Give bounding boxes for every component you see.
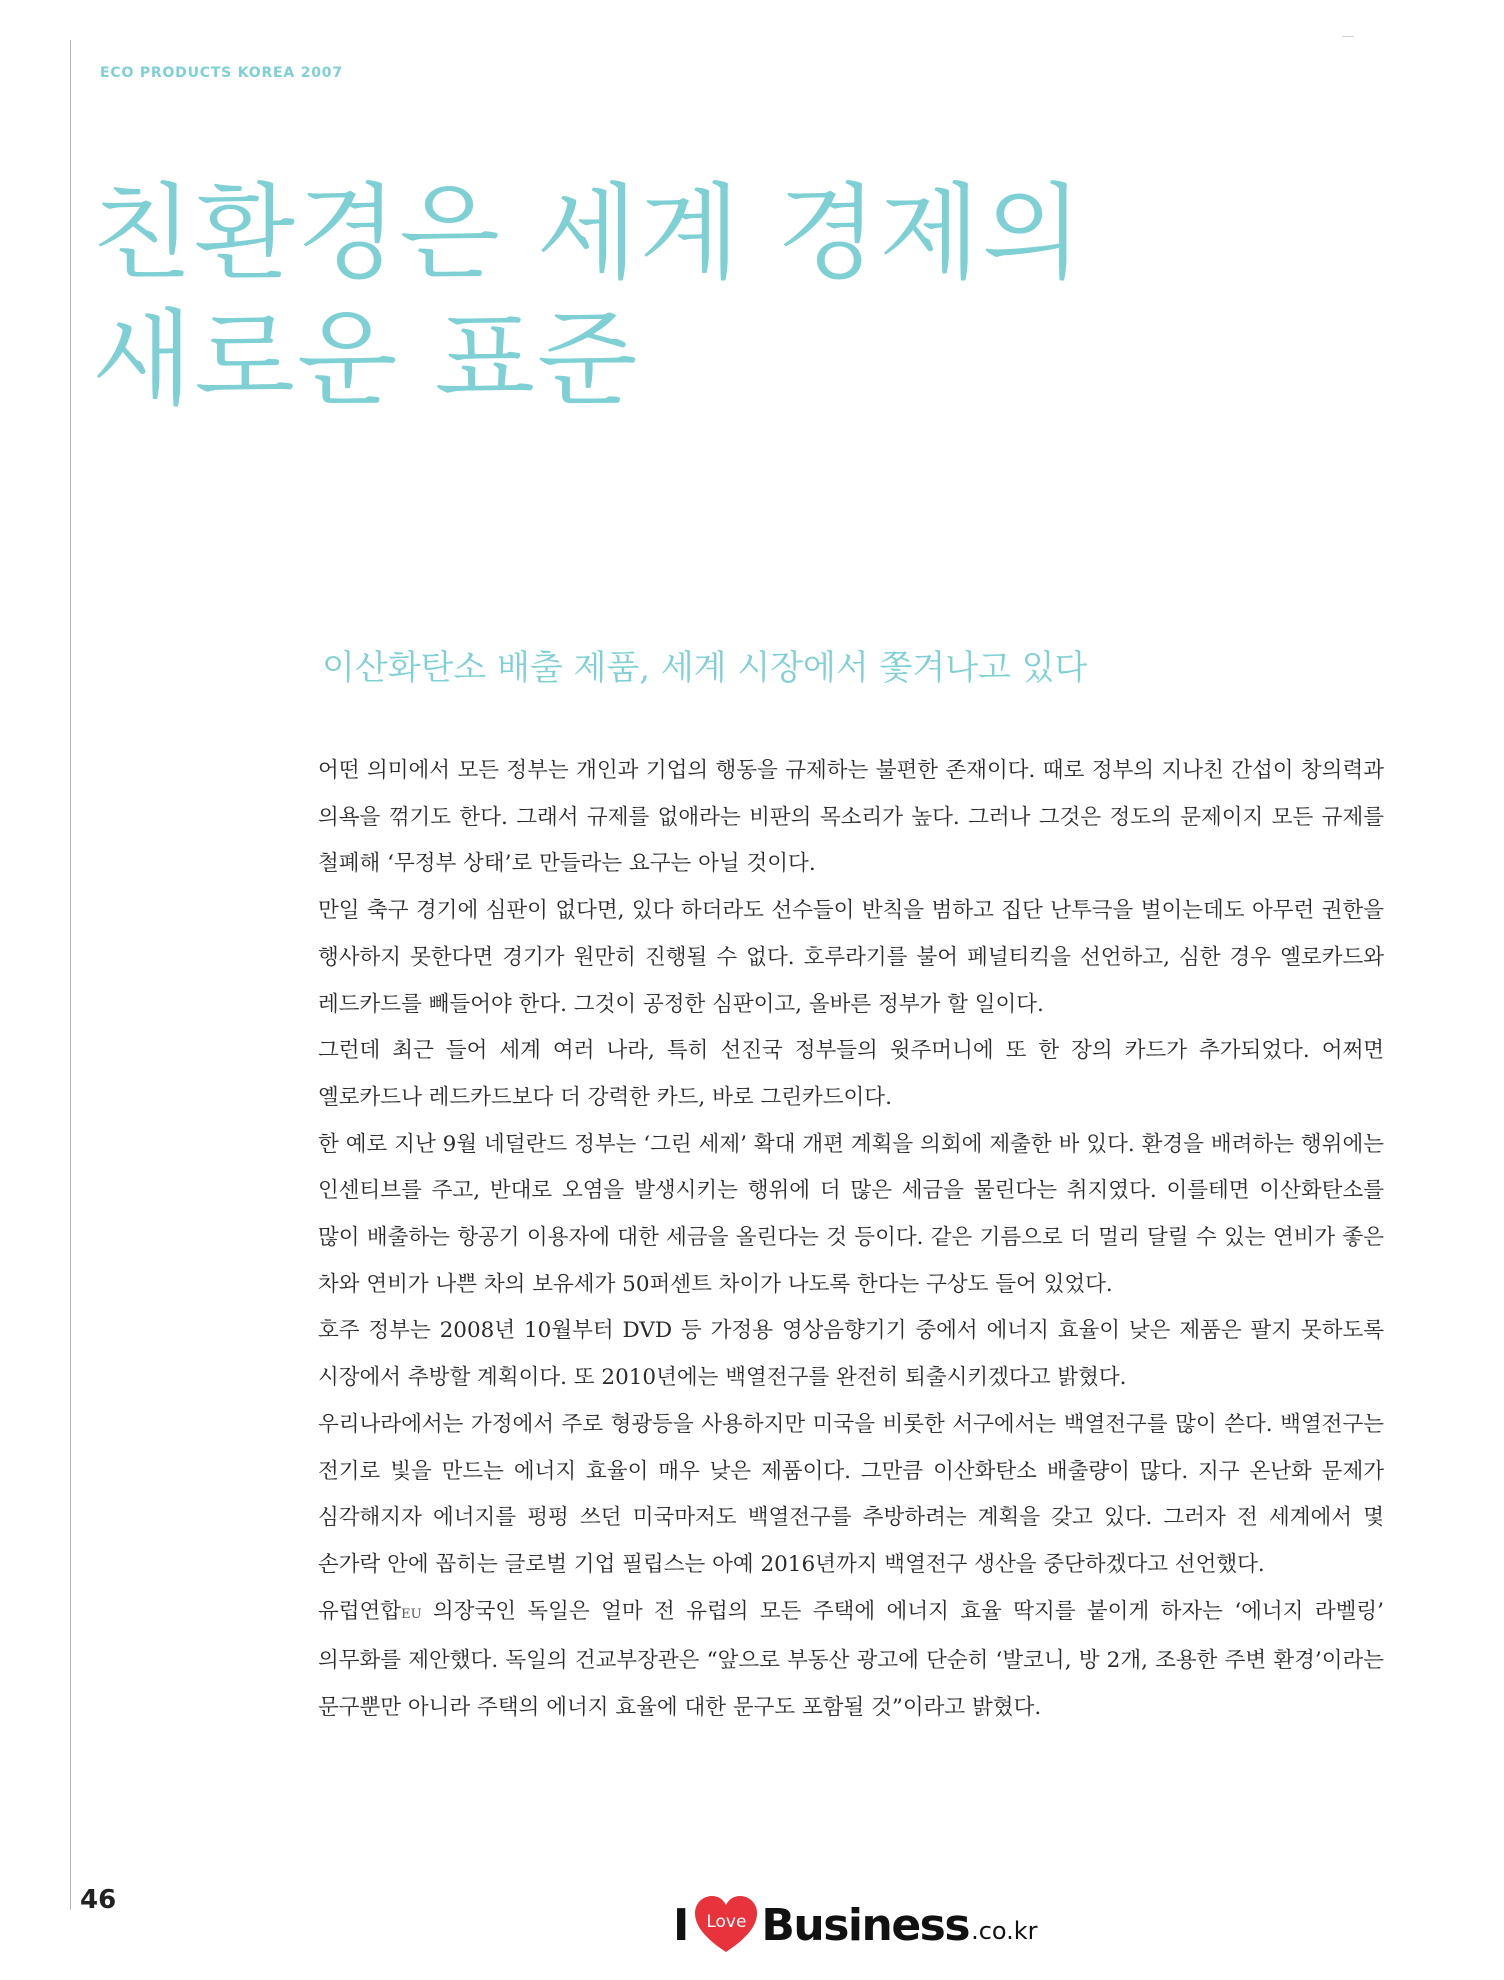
paragraph-5: 호주 정부는 2008년 10월부터 DVD 등 가정용 영상음향기기 중에서 에너지 효율이 낮은 제품은 팔지 못하도록 시장에서 추방할 계획이다. 또 2010년에는 백열전구를 완전히 퇴출시키겠다고 밝혔다. — [318, 1318, 1384, 1391]
page-title-line-1: 친환경은 세계 경제의 — [92, 172, 1085, 294]
paragraph-3: 그런데 최근 들어 세계 여러 나라, 특히 선진국 정부들의 윗주머니에 또 한 장의 카드가 추가되었다. 어쩌면 옐로카드나 레드카드보다 더 강력한 카드, 바로 그린카드이다. — [318, 1038, 1384, 1110]
heart-icon — [695, 1896, 757, 1954]
left-margin-rule — [70, 40, 71, 1910]
paragraph-4: 한 예로 지난 9월 네덜란드 정부는 ‘그린 세제’ 확대 개편 계획을 의회에 제출한 바 있다. 환경을 배려하는 행위에는 인센티브를 주고, 반대로 오염을 발생시키는 행위에 더 많은 세금을 물린다는 취지였다. 이를테면 이산화탄소를 많이 배출하는 항공기 이용자에 대한 세금을 올린다는 것 등이다. 같은 기름으로 더 멀리 달릴 수 있는 연비가 좋은 차와 연비가 나쁜 차의 보유세가 50퍼센트 차이가 나도록 한다는 구상도 들어 있었다. — [318, 1131, 1384, 1297]
running-header: ECO PRODUCTS KOREA 2007 — [100, 65, 343, 81]
paragraph-7-rest: 의장국인 독일은 얼마 전 유럽의 모든 주택에 에너지 효율 딱지를 붙이게 하자는 ‘에너지 라벨링’ 의무화를 제안했다. 독일의 건교부장관은 “앞으로 부동산 광고에 단순히 ‘발코니, 방 2개, 조용한 주변 환경’이라는 문구뿐만 아니라 주택의 에너지 효율에 대한 문구도 포함될 것”이라고 밝혔다. — [318, 1598, 1384, 1721]
brand-domain: .co.kr — [971, 1917, 1038, 1945]
page-title — [92, 170, 1084, 422]
crop-mark — [1342, 36, 1354, 37]
eu-annotation: EU — [401, 1606, 422, 1622]
page-number: 46 — [80, 1885, 117, 1915]
brand-name: Business — [761, 1899, 970, 1951]
paragraph-6: 우리나라에서는 가정에서 주로 형광등을 사용하지만 미국을 비롯한 서구에서는 백열전구를 많이 쓴다. 백열전구는 전기로 빛을 만드는 에너지 효율이 매우 낮은 제품이다. 그만큼 이산화탄소 배출량이 많다. 지구 온난화 문제가 심각해지자 에너지를 펑펑 쓰던 미국마저도 백열전구를 추방하려는 계획을 갖고 있다. 그러자 전 세계에서 몇 손가락 안에 꼽히는 글로벌 기업 필립스는 아예 2016년까지 백열전구 생산을 중단하겠다고 선언했다. — [318, 1411, 1384, 1577]
paragraph-7-lead: 유럽연합 — [318, 1598, 402, 1624]
article-body — [318, 748, 1384, 1732]
paragraph-7 — [318, 1589, 1384, 1732]
paragraph-1: 어떤 의미에서 모든 정부는 개인과 기업의 행동을 규제하는 불편한 존재이다. 때로 정부의 지나친 간섭이 창의력과 의욕을 꺾기도 한다. 그래서 규제를 없애라는 비판의 목소리가 높다. 그러나 그것은 정도의 문제이지 모든 규제를 철폐해 ‘무정부 상태’로 만들라는 요구는 아닐 것이다. — [318, 758, 1384, 877]
brand-prefix: I — [673, 1899, 690, 1951]
brand-heart-label: Love — [706, 1912, 747, 1932]
page-title-line-2: 새로운 표준 — [92, 298, 640, 420]
paragraph-2: 만일 축구 경기에 심판이 없다면, 있다 하더라도 선수들이 반칙을 범하고 집단 난투극을 벌이는데도 아무런 권한을 행사하지 못한다면 경기가 원만히 진행될 수 없다. 호루라기를 불어 페널티킥을 선언하고, 심한 경우 옐로카드와 레드카드를 빼들어야 한다. 그것이 공정한 심판이고, 올바른 정부가 할 일이다. — [318, 898, 1384, 1017]
section-subtitle: 이산화탄소 배출 제품, 세계 시장에서 쫓겨나고 있다 — [322, 648, 1088, 688]
brand-logo — [673, 1895, 1038, 1955]
